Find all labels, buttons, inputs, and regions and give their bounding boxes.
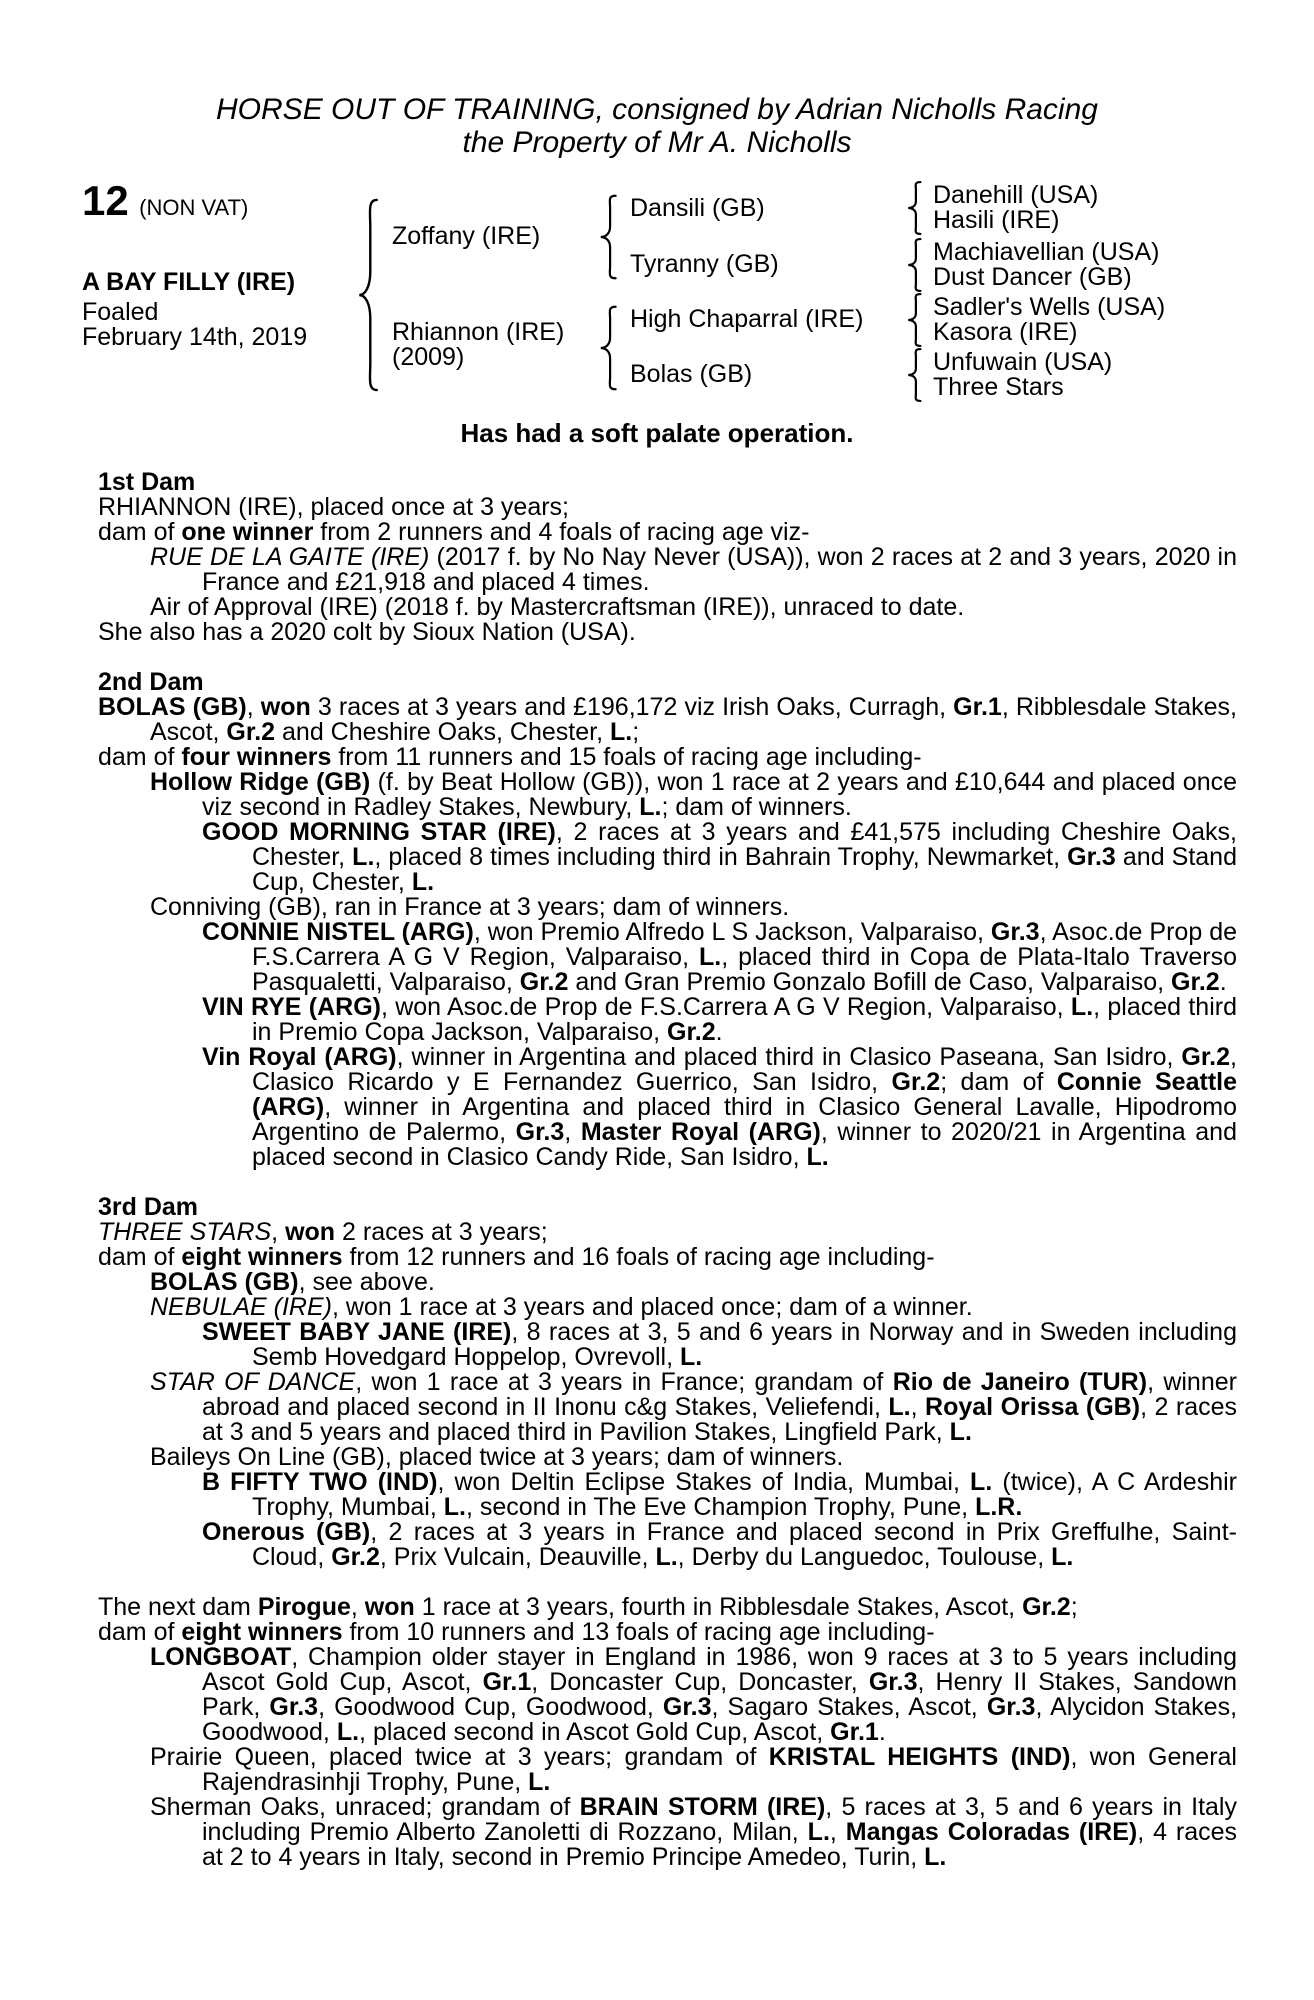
- text-run: L.: [655, 1543, 678, 1571]
- dam-section: [98, 1595, 1237, 1870]
- text-run: She also has a 2020 colt by Sioux Nation (USA).: [98, 618, 636, 646]
- text-run: won: [364, 1593, 415, 1621]
- text-run: Gr.2: [519, 968, 569, 996]
- text-run: L.: [949, 1418, 972, 1446]
- text-run: 1 race at 3 years, fourth in Ribblesdale Stakes, Ascot,: [414, 1593, 1023, 1621]
- text-run: Gr.3: [662, 1693, 712, 1721]
- text-run: L.: [336, 1718, 360, 1746]
- pedigree-paragraph: [98, 1245, 1237, 1270]
- text-run: dam of: [98, 518, 182, 546]
- pedigree-paragraph: [98, 1270, 1237, 1295]
- sire-sire-name: Dansili (GB): [630, 194, 765, 222]
- text-run: L.: [639, 793, 662, 821]
- text-run: Gr.1: [953, 693, 1002, 721]
- text-run: (2017 f. by No Nay Never (USA)), won 2 races at 2 and 3 years, 2020 in France and £21,918 and placed 4 times.: [202, 543, 1237, 596]
- text-run: Gr.3: [515, 1118, 565, 1146]
- text-run: ,: [910, 1393, 926, 1421]
- pedigree-paragraph: [98, 1645, 1237, 1745]
- text-run: Baileys On Line (GB), placed twice at 3 years; dam of winners.: [150, 1443, 844, 1471]
- dam-section: [98, 670, 1237, 1170]
- pedigree-paragraph: [98, 595, 1237, 620]
- text-run: (twice), A C Ardeshir Trophy, Mumbai,: [252, 1468, 1237, 1521]
- pedigree-paragraph: [98, 495, 1237, 520]
- pedigree-paragraph: [98, 1370, 1237, 1445]
- lot-line: [82, 177, 249, 232]
- text-run: , won 1 race at 3 years and placed once; dam of a winner.: [331, 1293, 973, 1321]
- text-run: , placed second in Ascot Gold Cup, Ascot,: [359, 1718, 831, 1746]
- text-run: Gr.2: [1022, 1593, 1071, 1621]
- text-run: , placed 8 times including third in Bahrain Trophy, Newmarket,: [374, 843, 1068, 871]
- text-run: , 4 races at 2 to 4 years in Italy, second in Premio Principe Amedeo, Turin,: [202, 1818, 1238, 1871]
- text-run: Mangas Coloradas (IRE): [845, 1818, 1138, 1846]
- text-run: ;: [1070, 1593, 1078, 1621]
- text-run: ,: [350, 1593, 365, 1621]
- text-run: L.: [924, 1843, 947, 1871]
- text-run: , winner in Argentina and placed third in Clasico Paseana, San Isidro,: [396, 1043, 1182, 1071]
- sire-sire-dam-name: Hasili (IRE): [933, 206, 1060, 234]
- text-run: , 8 races at 3, 5 and 6 years in Norway and in Sweden including Semb Hovedgard Hoppelop, Ovrevoll,: [252, 1318, 1237, 1371]
- text-run: , 2 races at 3 years and £41,575 including Cheshire Oaks, Chester,: [252, 818, 1238, 871]
- text-run: L.: [1070, 993, 1094, 1021]
- text-run: BOLAS (GB): [98, 693, 247, 721]
- text-run: Connie Seattle (ARG): [252, 1068, 1237, 1121]
- text-run: and Gran Premio Gonzalo Bofill de Caso, Valparaiso,: [568, 968, 1172, 996]
- pedigree-paragraph: [98, 620, 1237, 645]
- dam-section: [98, 470, 1237, 645]
- pedigree-paragraph: [98, 770, 1237, 820]
- text-run: from 10 runners and 13 foals of racing age including-: [342, 1618, 935, 1646]
- text-run: Conniving (GB), ran in France at 3 years; dam of winners.: [150, 893, 790, 921]
- text-run: , Derby du Languedoc, Toulouse,: [677, 1543, 1052, 1571]
- dam-sire-sire-name: Sadler's Wells (USA): [933, 293, 1166, 321]
- dam-dam-sire-name: Unfuwain (USA): [933, 348, 1113, 376]
- text-run: , 2 races at 3 years in France and placed second in Prix Greffulhe, Saint-Cloud,: [252, 1518, 1237, 1571]
- text-run: , Goodwood Cup, Goodwood,: [318, 1693, 663, 1721]
- text-run: 3 races at 3 years and £196,172 viz Irish Oaks, Curragh,: [310, 693, 954, 721]
- text-run: RUE DE LA GAITE (IRE): [150, 543, 430, 571]
- dam-sire-dam-name: Kasora (IRE): [933, 318, 1078, 346]
- text-run: L.: [411, 868, 435, 896]
- text-run: SWEET BABY JANE (IRE): [202, 1318, 512, 1346]
- property-line: the Property of Mr A. Nicholls: [462, 126, 852, 159]
- text-run: Gr.2: [1181, 1043, 1231, 1071]
- pedigree-paragraph: [98, 695, 1237, 745]
- text-run: Gr.3: [868, 1668, 918, 1696]
- horse-name: A BAY FILLY (IRE): [82, 268, 296, 296]
- pedigree-paragraph: [98, 745, 1237, 770]
- text-run: L.: [698, 943, 722, 971]
- text-run: and Stand Cup, Chester,: [252, 843, 1237, 896]
- text-run: Rio de Janeiro (TUR): [892, 1368, 1148, 1396]
- text-run: dam of: [98, 1243, 182, 1271]
- text-run: Sherman Oaks, unraced; grandam of: [150, 1793, 580, 1821]
- text-run: L.: [807, 1818, 830, 1846]
- text-run: , see above.: [298, 1268, 435, 1296]
- text-run: ,: [564, 1118, 581, 1146]
- text-run: L.: [528, 1768, 551, 1796]
- pedigree-paragraph: [98, 1795, 1237, 1870]
- text-run: Royal Orissa (GB): [925, 1393, 1141, 1421]
- pedigree-paragraph: [98, 1595, 1237, 1620]
- dam-sire-name: High Chaparral (IRE): [630, 305, 864, 333]
- text-run: NEBULAE (IRE): [150, 1293, 332, 1321]
- text-run: (f. by Beat Hollow (GB)), won 1 race at 2 years and £10,644 and placed once viz second in Radley Stakes, Newbury,: [202, 768, 1237, 821]
- text-run: Gr.2: [226, 718, 276, 746]
- text-run: , Alycidon Stakes, Goodwood,: [202, 1693, 1238, 1746]
- text-run: , won 1 race at 3 years in France; grandam of: [355, 1368, 893, 1396]
- text-run: from 2 runners and 4 foals of racing age viz-: [313, 518, 810, 546]
- dam-dam-name: Bolas (GB): [630, 360, 753, 388]
- dam-section-heading: 2nd Dam: [98, 668, 204, 696]
- sire-sire-sire-name: Danehill (USA): [933, 181, 1099, 209]
- text-run: four winners: [181, 743, 332, 771]
- text-run: eight winners: [181, 1618, 343, 1646]
- text-run: , 2 races at 3 and 5 years and placed third in Pavilion Stakes, Lingfield Park,: [202, 1393, 1238, 1446]
- text-run: won: [260, 693, 311, 721]
- pedigree-paragraph: [98, 895, 1237, 920]
- text-run: VIN RYE (ARG): [202, 993, 381, 1021]
- text-run: ,: [246, 693, 261, 721]
- dam-section: [98, 1195, 1237, 1570]
- text-run: BOLAS (GB): [150, 1268, 299, 1296]
- text-run: , Champion older stayer in England in 1986, won 9 races at 3 to 5 years including Ascot Gold Cup, Ascot,: [202, 1643, 1237, 1696]
- text-run: BRAIN STORM (IRE): [579, 1793, 826, 1821]
- pedigree-paragraph: [98, 1445, 1237, 1470]
- text-run: , winner to 2020/21 in Argentina and placed second in Clasico Candy Ride, San Isidro,: [252, 1118, 1237, 1171]
- pedigree-paragraph: [98, 1745, 1237, 1795]
- text-run: , placed third in Premio Copa Jackson, Valparaiso,: [252, 993, 1237, 1046]
- text-run: one winner: [181, 518, 314, 546]
- text-run: L.: [806, 1143, 829, 1171]
- pedigree-brace-dam-sire: [906, 293, 924, 347]
- dam-section-heading: 3rd Dam: [98, 1193, 199, 1221]
- text-run: L.: [888, 1393, 911, 1421]
- text-run: , won Asoc.de Prop de F.S.Carrera A G V Region, Valparaiso,: [380, 993, 1071, 1021]
- pedigree-paragraph: [98, 920, 1237, 995]
- consignor-line: HORSE OUT OF TRAINING, consigned by Adrian Nicholls Racing: [216, 93, 1098, 126]
- text-run: Gr.2: [667, 1018, 716, 1046]
- text-run: .: [715, 1018, 723, 1046]
- text-run: L.: [680, 1343, 703, 1371]
- text-run: RHIANNON (IRE), placed once at 3 years;: [98, 493, 569, 521]
- sire-dam-sire-name: Machiavellian (USA): [933, 238, 1160, 266]
- text-run: Gr.2: [1171, 968, 1220, 996]
- pedigree-paragraph: [98, 1220, 1237, 1245]
- dam-name: Rhiannon (IRE): [392, 318, 565, 346]
- pedigree-brace-dam: [598, 305, 620, 391]
- text-run: L.: [970, 1468, 993, 1496]
- text-run: , Doncaster Cup, Doncaster,: [531, 1668, 869, 1696]
- dam-dam-dam-name: Three Stars: [933, 373, 1064, 401]
- pedigree-paragraph: [98, 820, 1237, 895]
- text-run: Prairie Queen, placed twice at 3 years; grandam of: [150, 1743, 769, 1771]
- pedigree-brace-sire-dam: [906, 238, 924, 292]
- text-run: Gr.1: [830, 1718, 879, 1746]
- text-run: from 11 runners and 15 foals of racing age including-: [331, 743, 922, 771]
- text-run: B FIFTY TWO (IND): [202, 1468, 438, 1496]
- text-run: Gr.3: [1067, 843, 1116, 871]
- text-run: dam of: [98, 743, 182, 771]
- text-run: L.: [352, 843, 375, 871]
- lot-number: 12: [82, 177, 129, 224]
- text-run: L.R.: [975, 1493, 1023, 1521]
- foaled-date: February 14th, 2019: [82, 323, 308, 351]
- text-run: .: [878, 1718, 886, 1746]
- text-run: Gr.3: [986, 1693, 1036, 1721]
- text-run: , Prix Vulcain, Deauville,: [379, 1543, 656, 1571]
- pedigree-paragraph: [98, 1520, 1237, 1570]
- text-run: , Clasico Ricardo y E Fernandez Guerrico, San Isidro,: [252, 1043, 1237, 1096]
- text-run: , Henry II Stakes, Sandown Park,: [202, 1668, 1238, 1721]
- pedigree-paragraph: [98, 545, 1237, 595]
- pedigree-paragraph: [98, 1470, 1237, 1520]
- text-run: and Cheshire Oaks, Chester,: [275, 718, 610, 746]
- text-run: The next dam: [98, 1593, 258, 1621]
- health-notice: Has had a soft palate operation.: [460, 418, 854, 448]
- text-run: , Sagaro Stakes, Ascot,: [711, 1693, 987, 1721]
- pedigree-paragraph: [98, 520, 1237, 545]
- text-run: LONGBOAT: [150, 1643, 292, 1671]
- text-run: Gr.3: [269, 1693, 319, 1721]
- text-run: L.: [609, 718, 633, 746]
- text-run: KRISTAL HEIGHTS (IND): [768, 1743, 1071, 1771]
- text-run: , winner in Argentina and placed third in Clasico General Lavalle, Hipodromo Argentino de Palermo,: [252, 1093, 1237, 1146]
- sire-dam-dam-name: Dust Dancer (GB): [933, 263, 1132, 291]
- pedigree-paragraph: [98, 995, 1237, 1045]
- page-header: [0, 93, 1314, 159]
- text-run: Gr.3: [990, 918, 1040, 946]
- text-run: ; dam of: [940, 1068, 1057, 1096]
- text-run: L.: [443, 1493, 466, 1521]
- pedigree-brace-sire: [598, 194, 620, 280]
- text-run: , Asoc.de Prop de F.S.Carrera A G V Region, Valparaiso,: [252, 918, 1237, 971]
- text-run: Air of Approval (IRE) (2018 f. by Mastercraftsman (IRE)), unraced to date.: [150, 593, 965, 621]
- text-run: ,: [271, 1218, 286, 1246]
- text-run: dam of: [98, 1618, 182, 1646]
- vat-status: (NON VAT): [139, 195, 249, 220]
- pedigree-paragraph: [98, 1295, 1237, 1320]
- text-run: STAR OF DANCE: [150, 1368, 356, 1396]
- pedigree-paragraph: [98, 1620, 1237, 1645]
- text-run: GOOD MORNING STAR (IRE): [202, 818, 556, 846]
- text-run: from 12 runners and 16 foals of racing age including-: [342, 1243, 935, 1271]
- text-run: Onerous (GB): [202, 1518, 371, 1546]
- text-run: Master Royal (ARG): [580, 1118, 821, 1146]
- sire-name: Zoffany (IRE): [392, 222, 541, 250]
- text-run: , winner abroad and placed second in II Inonu c&g Stakes, Veliefendi,: [202, 1368, 1237, 1421]
- dam-section-heading: 1st Dam: [98, 468, 196, 496]
- text-run: , 5 races at 3, 5 and 6 years in Italy including Premio Alberto Zanoletti di Rozzano, Milan,: [202, 1793, 1237, 1846]
- text-run: Gr.1: [482, 1668, 532, 1696]
- text-run: , won General Rajendrasinhji Trophy, Pune,: [202, 1743, 1237, 1796]
- text-run: eight winners: [181, 1243, 343, 1271]
- text-run: 2 races at 3 years;: [335, 1218, 548, 1246]
- text-run: ;: [632, 718, 640, 746]
- pedigree-brace-sire-sire: [906, 181, 924, 235]
- sire-dam-name: Tyranny (GB): [630, 250, 779, 278]
- text-run: Hollow Ridge (GB): [150, 768, 371, 796]
- pedigree-paragraph: [98, 1320, 1237, 1370]
- pedigree-details: [98, 470, 1237, 1870]
- text-run: , won Premio Alfredo L S Jackson, Valparaiso,: [473, 918, 991, 946]
- text-run: , second in The Eve Champion Trophy, Pune,: [465, 1493, 976, 1521]
- text-run: Gr.2: [331, 1543, 380, 1571]
- text-run: Gr.2: [891, 1068, 941, 1096]
- dam-year: (2009): [392, 343, 465, 371]
- text-run: CONNIE NISTEL (ARG): [202, 918, 474, 946]
- text-run: THREE STARS: [98, 1218, 272, 1246]
- pedigree-brace-dam-dam: [906, 348, 924, 402]
- text-run: Pirogue: [257, 1593, 351, 1621]
- text-run: L.: [1051, 1543, 1074, 1571]
- text-run: ,: [829, 1818, 846, 1846]
- text-run: , placed third in Copa de Plata-Italo Traverso Pasqualetti, Valparaiso,: [252, 943, 1238, 996]
- foaled-label: Foaled: [82, 298, 159, 326]
- text-run: , Ribblesdale Stakes, Ascot,: [150, 693, 1237, 746]
- pedigree-paragraph: [98, 1045, 1237, 1170]
- text-run: ; dam of winners.: [661, 793, 852, 821]
- pedigree-brace-main: [356, 196, 382, 394]
- text-run: .: [1219, 968, 1227, 996]
- text-run: won: [285, 1218, 336, 1246]
- text-run: Vin Royal (ARG): [202, 1043, 397, 1071]
- text-run: , won Deltin Eclipse Stakes of India, Mumbai,: [437, 1468, 971, 1496]
